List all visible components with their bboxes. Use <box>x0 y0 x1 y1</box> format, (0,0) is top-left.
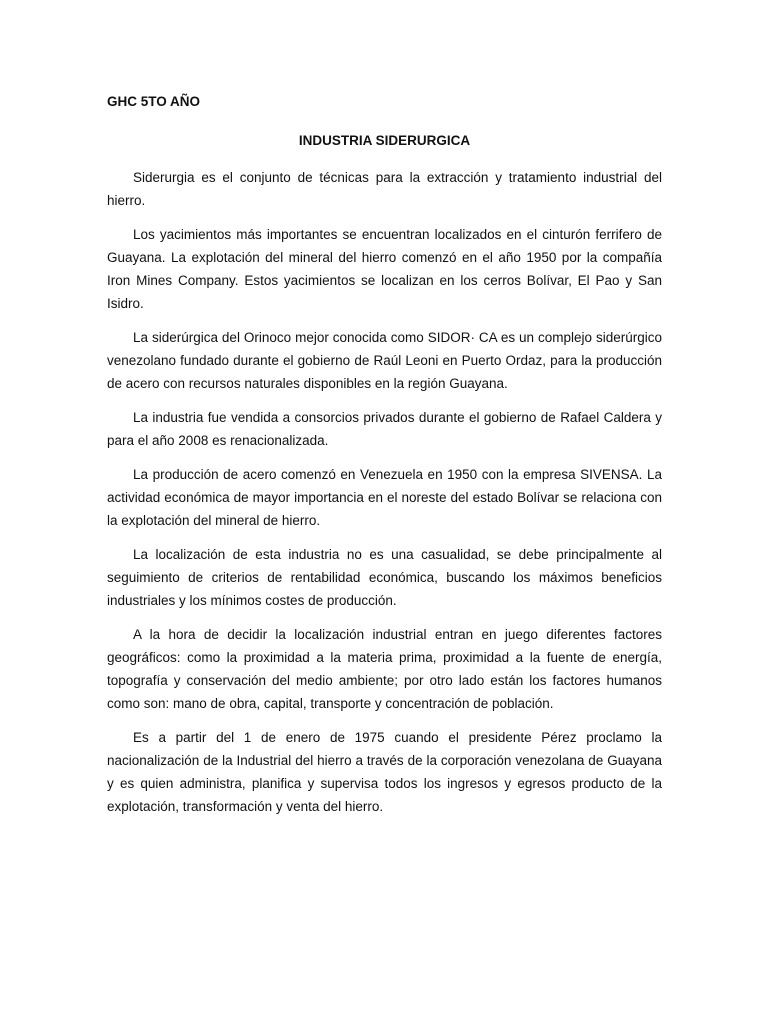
paragraph-location-factors: A la hora de decidir la localización industrial entran en juego diferentes factores geográficos: como la proximidad a la materia prima, proximidad a la fuente de energía, topografía y conservación del medio ambiente; por otro lado están los factores humanos como son: mano de obra, capital, transporte y concentración de población. <box>107 627 662 711</box>
paragraph-sidor: La siderúrgica del Orinoco mejor conocida como SIDOR· CA es un complejo siderúrgico venezolano fundado durante el gobierno de Raúl Leoni en Puerto Ordaz, para la producción de acero con recursos naturales disponibles en la región Guayana. <box>107 330 662 391</box>
document-title: INDUSTRIA SIDERURGICA <box>298 133 471 148</box>
paragraph-deposits: Los yacimientos más importantes se encuentran localizados en el cinturón ferrifero de Guayana. La explotación del mineral del hierro comenzó en el año 1950 por la compañía Iron Mines Company. Estos yacimientos se localizan en los cerros Bolívar, El Pao y San Isidro. <box>107 227 662 311</box>
paragraph-location: La localización de esta industria no es una casualidad, se debe principalmente al seguimiento de criterios de rentabilidad económica, buscando los máximos beneficios industriales y los mínimos costes de producción. <box>107 547 662 608</box>
document-subject: GHC 5TO AÑO <box>107 94 201 109</box>
document-body <box>107 92 662 829</box>
paragraph-steel-production: La producción de acero comenzó en Venezuela en 1950 con la empresa SIVENSA. La actividad económica de mayor importancia en el noreste del estado Bolívar se relaciona con la explotación del mineral de hierro. <box>107 467 662 528</box>
paragraph-nationalization: Es a partir del 1 de enero de 1975 cuando el presidente Pérez proclamo la nacionalización de la Industrial del hierro a través de la corporación venezolana de Guayana y es quien administra, planifica y supervisa todos los ingresos y egresos producto de la explotación, transformación y venta del hierro. <box>107 730 662 814</box>
paragraph-definition: Siderurgia es el conjunto de técnicas para la extracción y tratamiento industrial del hierro. <box>107 170 662 208</box>
paragraph-privatization: La industria fue vendida a consorcios privados durante el gobierno de Rafael Caldera y para el año 2008 es renacionalizada. <box>107 410 662 448</box>
